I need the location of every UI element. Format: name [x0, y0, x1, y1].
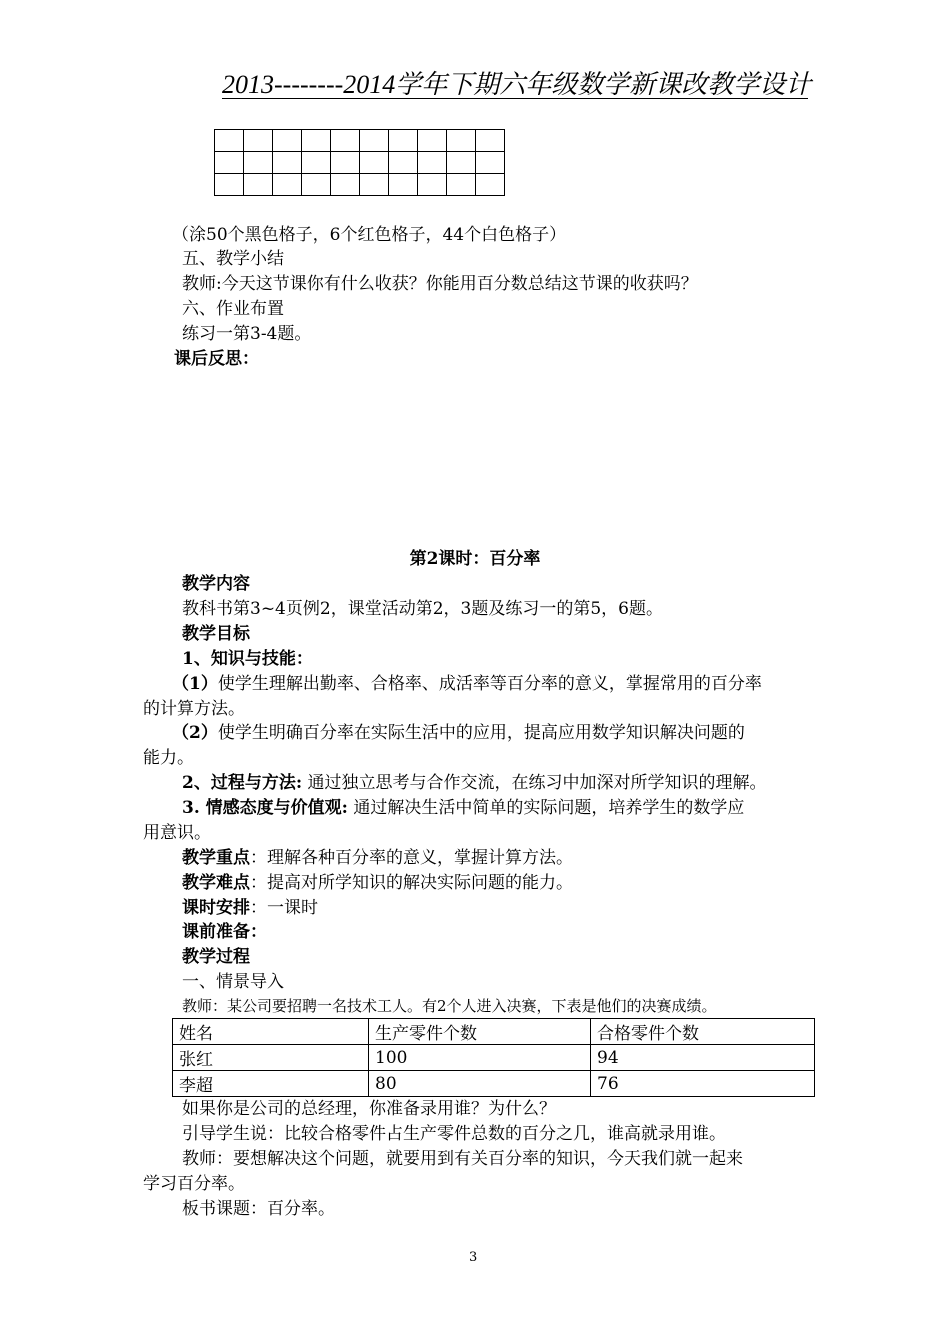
table-cell: 100: [369, 1045, 591, 1071]
intro-text: 教师：某公司要招聘一名技术工人。有2个人进入决赛，下表是他们的决赛成绩。: [182, 997, 717, 1015]
difficulty-label: 教学难点: [182, 873, 250, 893]
table-cell: 张红: [173, 1045, 369, 1071]
grid-cell: [389, 152, 418, 174]
grid-row: [215, 174, 505, 196]
goal3-line1: [182, 797, 744, 819]
goal1-item2-text: 使学生明确百分率在实际生活中的应用，提高应用数学知识解决问题的: [217, 723, 745, 743]
grid-cell: [360, 130, 389, 152]
grid-row: [215, 152, 505, 174]
grid-cell: [215, 174, 244, 196]
grid-row: [215, 130, 505, 152]
grid-cell: [215, 130, 244, 152]
prep-label: 课前准备: [182, 922, 250, 942]
grid-cell: [302, 174, 331, 196]
goal2-line: [182, 772, 767, 794]
grid-cell: [418, 130, 447, 152]
grid-cell: [331, 130, 360, 152]
goal3-line2: 用意识。: [143, 823, 211, 843]
table-row: [173, 1045, 815, 1071]
question-text: 如果你是公司的总经理，你准备录用谁？为什么？: [182, 1099, 556, 1119]
grid-cell: [476, 152, 505, 174]
table-row: [173, 1071, 815, 1097]
grid-cell: [244, 130, 273, 152]
grid-cell: [418, 152, 447, 174]
grid-note: （涂50个黑色格子，6个红色格子，44个白色格子）: [172, 225, 567, 245]
grid-cell: [418, 174, 447, 196]
goal2-text: 通过独立思考与合作交流，在练习中加深对所学知识的理解。: [302, 773, 767, 793]
grid-cell: [447, 130, 476, 152]
process-heading: 教学过程: [182, 947, 250, 967]
table-cell: 76: [591, 1071, 815, 1097]
grid-cell: [302, 152, 331, 174]
difficulty-text: ：提高对所学知识的解决实际问题的能力。: [250, 873, 573, 893]
table-header-cell: 生产零件个数: [369, 1019, 591, 1045]
score-table: [172, 1018, 815, 1097]
summary-text: 教师:今天这节课你有什么收获？你能用百分数总结这节课的收获吗？: [182, 274, 698, 294]
header-underline: [222, 98, 808, 99]
focus-line: [182, 847, 573, 869]
reflection-label: 课后反思：: [174, 349, 259, 369]
grid-cell: [331, 152, 360, 174]
summary-heading: 五、教学小结: [182, 249, 284, 269]
goal2-label: 2、过程与方法:: [182, 773, 303, 793]
goal1-item1-line2: 的计算方法。: [143, 699, 245, 719]
board-text: 板书课题：百分率。: [182, 1199, 335, 1219]
focus-label: 教学重点: [182, 848, 250, 868]
table-header-row: [173, 1019, 815, 1045]
grid-cell: [273, 130, 302, 152]
grid-cell: [389, 130, 418, 152]
page-number: 3: [469, 1250, 478, 1265]
schedule-line: [182, 897, 318, 919]
grid-cell: [447, 174, 476, 196]
grid-cell: [360, 174, 389, 196]
teacher-text-line2: 学习百分率。: [143, 1174, 245, 1194]
goal3-label: 3. 情感态度与价值观:: [182, 798, 348, 818]
content-text: 教科书第3~4页例2，课堂活动第2，3题及练习一的第5，6题。: [182, 599, 663, 619]
hundred-grid: [214, 129, 505, 196]
goal1-item1-prefix: （1）: [172, 674, 218, 694]
grid-cell: [476, 130, 505, 152]
grid-cell: [331, 174, 360, 196]
guide-text: 引导学生说：比较合格零件占生产零件总数的百分之几，谁高就录用谁。: [182, 1124, 726, 1144]
teacher-text-line1: 教师：要想解决这个问题，就要用到有关百分率的知识，今天我们就一起来: [182, 1149, 743, 1169]
goal1-item2-line1: [172, 722, 745, 744]
goal1-heading: 1、知识与技能：: [182, 649, 313, 669]
content-heading: 教学内容: [182, 574, 250, 594]
schedule-label: 课时安排: [182, 898, 250, 918]
focus-text: ：理解各种百分率的意义，掌握计算方法。: [250, 848, 573, 868]
homework-text: 练习一第3-4题。: [182, 324, 312, 344]
goal1-item2-line2: 能力。: [143, 748, 194, 768]
goal1-item2-prefix: （2）: [172, 723, 218, 743]
prep-line: [182, 921, 267, 943]
grid-cell: [244, 174, 273, 196]
grid-cell: [273, 152, 302, 174]
schedule-text: ：一课时: [250, 898, 318, 918]
grid-cell: [273, 174, 302, 196]
grid-cell: [389, 174, 418, 196]
lesson-title: 第2课时：百分率: [409, 549, 541, 569]
table-cell: 80: [369, 1071, 591, 1097]
goal1-item1-text: 使学生理解出勤率、合格率、成活率等百分率的意义，掌握常用的百分率: [217, 674, 762, 694]
goal1-item1-line1: [172, 673, 762, 695]
grid-cell: [215, 152, 244, 174]
grid-cell: [447, 152, 476, 174]
grid-cell: [244, 152, 273, 174]
grid-cell: [360, 152, 389, 174]
table-cell: 李超: [173, 1071, 369, 1097]
prep-text: ：: [250, 922, 267, 942]
goal3-text: 通过解决生活中简单的实际问题，培养学生的数学应: [347, 798, 745, 818]
intro-heading: 一、情景导入: [182, 972, 284, 992]
goals-heading: 教学目标: [182, 624, 250, 644]
homework-heading: 六、作业布置: [182, 299, 284, 319]
difficulty-line: [182, 872, 573, 894]
table-cell: 94: [591, 1045, 815, 1071]
grid-cell: [476, 174, 505, 196]
table-header-cell: 合格零件个数: [591, 1019, 815, 1045]
grid-cell: [302, 130, 331, 152]
table-header-cell: 姓名: [173, 1019, 369, 1045]
page-header-title: 2013--------2014学年下期六年级数学新课改教学设计: [222, 70, 812, 99]
